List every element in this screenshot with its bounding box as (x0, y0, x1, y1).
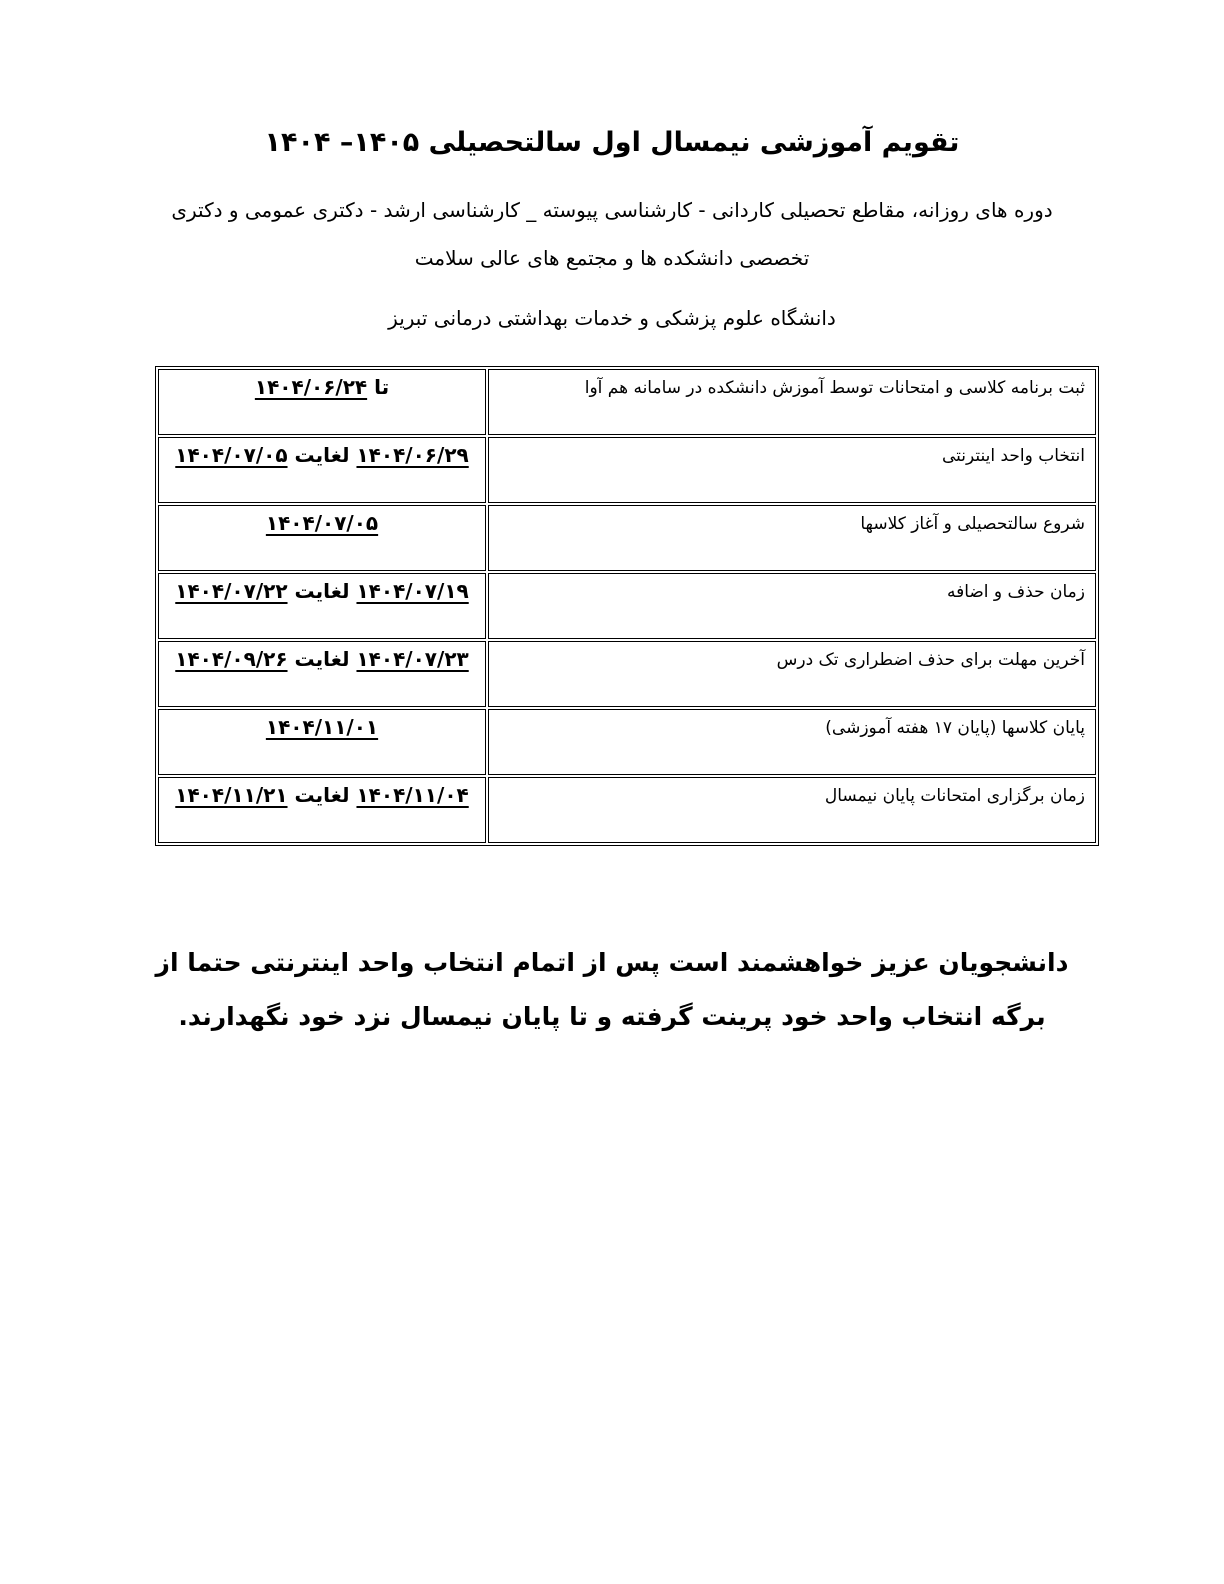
table-row (158, 777, 1096, 843)
date-separator: لغایت (294, 647, 350, 671)
date-cell (158, 641, 486, 707)
end-date: ۱۴۰۴/۰۷/۲۲ (175, 579, 288, 603)
date-separator: لغایت (294, 783, 350, 807)
activity-cell: ثبت برنامه کلاسی و امتحانات توسط آموزش دانشکده در سامانه هم آوا (488, 369, 1096, 435)
date-cell (158, 505, 486, 571)
subtitle: دوره های روزانه، مقاطع تحصیلی کاردانی - کارشناسی پیوسته _ کارشناسی ارشد - دکتری عمومی و دکتری تخصصی دانشکده ها و مجتمع های عالی سلامت (171, 198, 1053, 270)
start-date: ۱۴۰۴/۰۷/۲۳ (356, 647, 469, 671)
start-date: ۱۴۰۴/۰۷/۱۹ (356, 579, 469, 603)
date-separator: لغایت (294, 579, 350, 603)
start-date: ۱۴۰۴/۰۶/۲۹ (356, 443, 469, 467)
end-date: ۱۴۰۴/۰۹/۲۶ (175, 647, 288, 671)
activity-cell: زمان برگزاری امتحانات پایان نیمسال (488, 777, 1096, 843)
activity-cell: شروع سالتحصیلی و آغاز کلاسها (488, 505, 1096, 571)
table-row (158, 369, 1096, 435)
calendar-table (155, 366, 1099, 846)
date-cell (158, 369, 486, 435)
table-row (158, 641, 1096, 707)
activity-cell: انتخاب واحد اینترنتی (488, 437, 1096, 503)
date-cell (158, 777, 486, 843)
date-prefix: تا (374, 375, 390, 399)
student-notice: دانشجویان عزیز خواهشمند است پس از اتمام انتخاب واحد اینترنتی حتما از برگه انتخاب واحد خود پرینت گرفته و تا پایان نیمسال نزد خود نگهدارند. (155, 948, 1069, 1031)
date-cell (158, 573, 486, 639)
start-date: ۱۴۰۴/۱۱/۰۴ (356, 783, 469, 807)
table-row (158, 573, 1096, 639)
table-row (158, 709, 1096, 775)
start-date: ۱۴۰۴/۰۶/۲۴ (254, 375, 368, 399)
date-cell (158, 709, 486, 775)
activity-cell: زمان حذف و اضافه (488, 573, 1096, 639)
activity-cell: پایان کلاسها (پایان ۱۷ هفته آموزشی) (488, 709, 1096, 775)
end-date: ۱۴۰۴/۱۱/۲۱ (175, 783, 288, 807)
university-name: دانشگاه علوم پزشکی و خدمات بهداشتی درمانی تبریز (388, 306, 836, 330)
table-row (158, 505, 1096, 571)
end-date: ۱۴۰۴/۰۷/۰۵ (175, 443, 288, 467)
table-row (158, 437, 1096, 503)
start-date: ۱۴۰۴/۱۱/۰۱ (265, 715, 379, 739)
start-date: ۱۴۰۴/۰۷/۰۵ (265, 511, 379, 535)
date-cell (158, 437, 486, 503)
page-title: تقویم آموزشی نیمسال اول سالتحصیلی ۱۴۰۵– ۱۴۰۴ (264, 127, 960, 158)
activity-cell: آخرین مهلت برای حذف اضطراری تک درس (488, 641, 1096, 707)
date-separator: لغایت (294, 443, 350, 467)
